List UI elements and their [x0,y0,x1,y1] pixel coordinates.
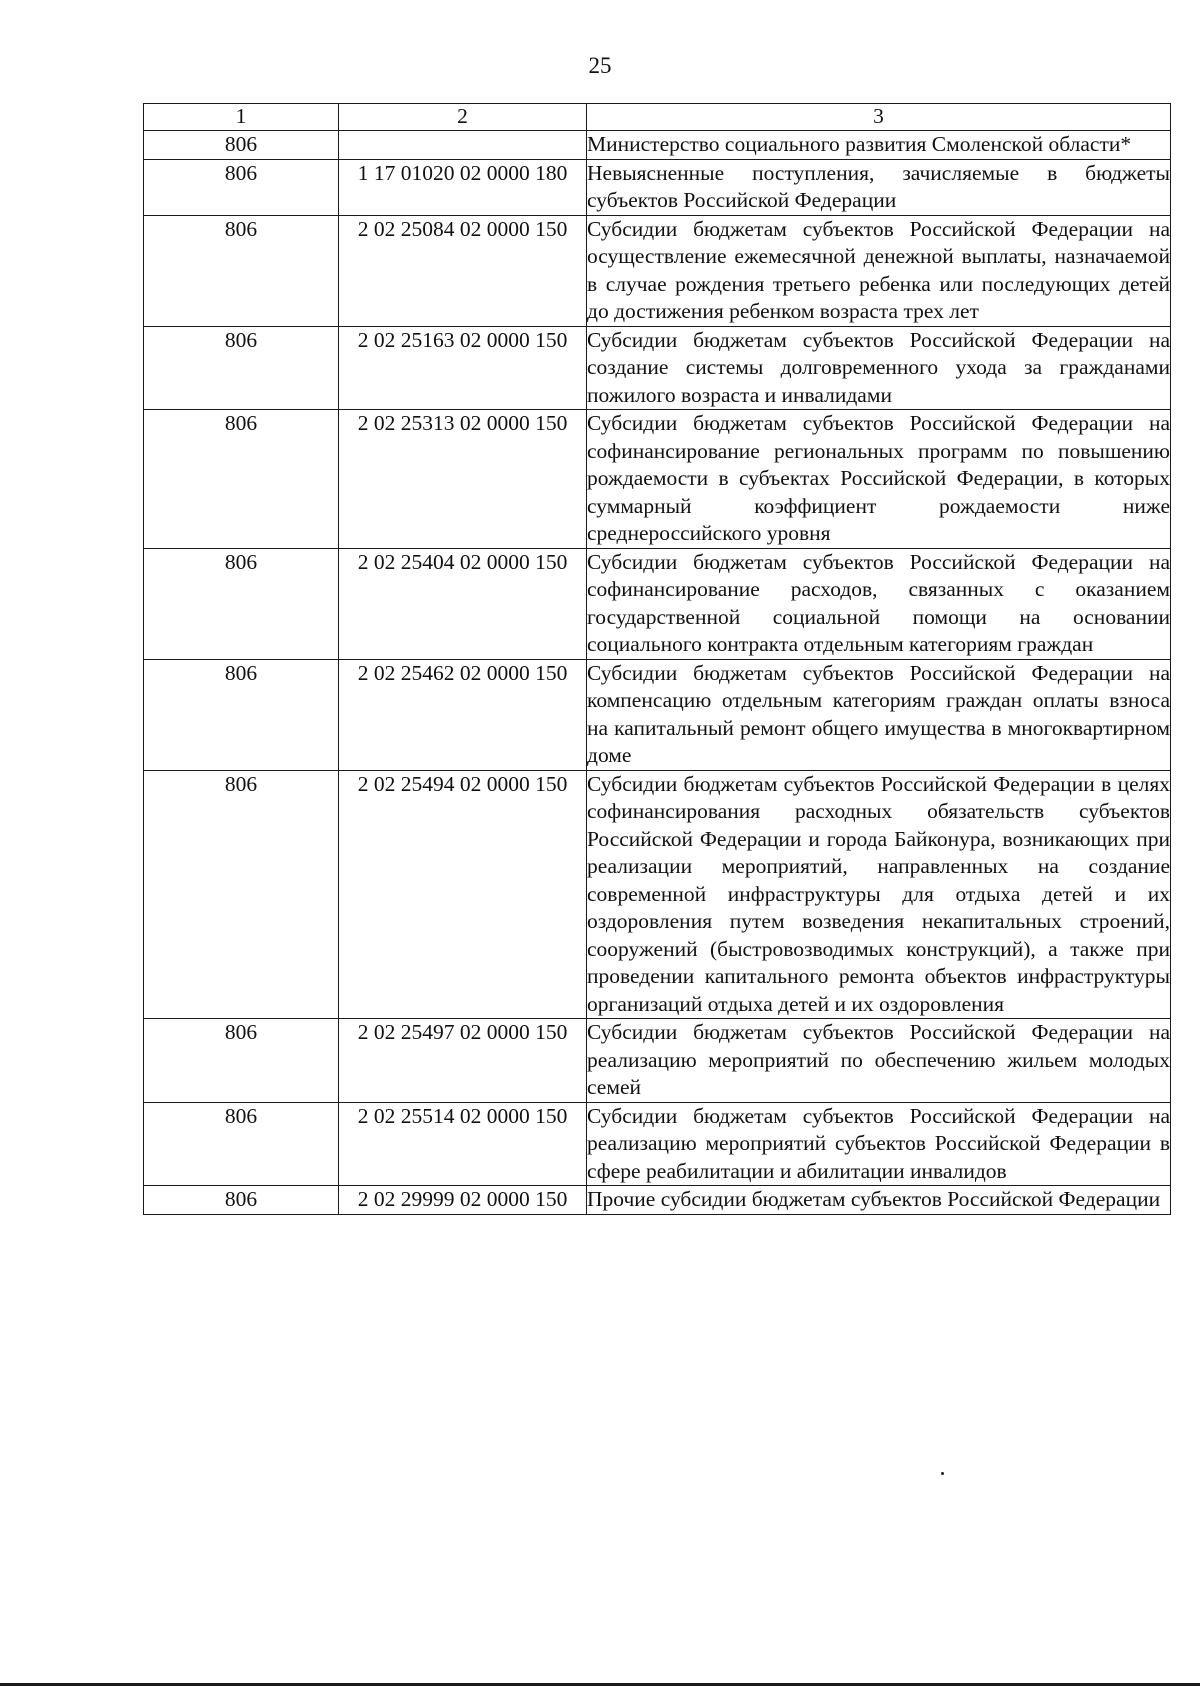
admin-code-cell: 806 [144,1019,339,1103]
table-row [144,1102,1171,1186]
revenue-code-cell: 2 02 25514 02 0000 150 [339,1102,587,1186]
revenue-code-cell: 2 02 25313 02 0000 150 [339,410,587,549]
table-row [144,131,1171,160]
table-row [144,215,1171,326]
table-row [144,410,1171,549]
admin-code-cell: 806 [144,326,339,410]
admin-code-cell: 806 [144,659,339,770]
table-body [144,131,1171,1215]
budget-classification-table [143,103,1171,1215]
admin-code-cell: 806 [144,770,339,1019]
revenue-name-cell: Субсидии бюджетам субъектов Российской Федерации на софинансирование расходов, связанных с оказанием государственной социальной помощи на основании социального контракта отдельным категориям граждан [587,548,1171,659]
revenue-name-cell: Субсидии бюджетам субъектов Российской Федерации на осуществление ежемесячной денежной выплаты, назначаемой в случае рождения третьего ребенка или последующих детей до достижения ребенком возраста трех лет [587,215,1171,326]
column-header-1: 1 [144,104,339,131]
revenue-code-cell [339,131,587,160]
admin-code-cell: 806 [144,131,339,160]
revenue-name-cell: Прочие субсидии бюджетам субъектов Российской Федерации [587,1186,1171,1215]
table-row [144,659,1171,770]
table-row [144,770,1171,1019]
admin-code-cell: 806 [144,1102,339,1186]
revenue-code-cell: 2 02 25497 02 0000 150 [339,1019,587,1103]
column-header-3: 3 [587,104,1171,131]
revenue-code-cell: 2 02 25404 02 0000 150 [339,548,587,659]
table-header-row [144,104,1171,131]
revenue-name-cell: Субсидии бюджетам субъектов Российской Федерации на создание системы долговременного ухода за гражданами пожилого возраста и инвалидами [587,326,1171,410]
revenue-name-cell: Субсидии бюджетам субъектов Российской Федерации в целях софинансирования расходных обязательств субъектов Российской Федерации и города Байконура, возникающих при реализации мероприятий, направленных на создание современной инфраструктуры для отдыха детей и их оздоровления путем возведения некапитальных строений, сооружений (быстровозводимых конструкций), а также при проведении капитального ремонта объектов инфраструктуры организаций отдыха детей и их оздоровления [587,770,1171,1019]
bottom-rule [0,1683,1200,1686]
revenue-name-cell: Министерство социального развития Смоленской области* [587,131,1171,160]
admin-code-cell: 806 [144,410,339,549]
table-row [144,326,1171,410]
scan-mark [941,1472,944,1475]
column-header-2: 2 [339,104,587,131]
revenue-name-cell: Субсидии бюджетам субъектов Российской Федерации на реализацию мероприятий субъектов Российской Федерации в сфере реабилитации и абилитации инвалидов [587,1102,1171,1186]
table-row [144,548,1171,659]
admin-code-cell: 806 [144,1186,339,1215]
revenue-code-cell: 2 02 25494 02 0000 150 [339,770,587,1019]
page-number: 25 [588,53,612,78]
admin-code-cell: 806 [144,159,339,215]
admin-code-cell: 806 [144,215,339,326]
revenue-code-cell: 2 02 25084 02 0000 150 [339,215,587,326]
revenue-name-cell: Субсидии бюджетам субъектов Российской Федерации на компенсацию отдельным категориям граждан оплаты взноса на капитальный ремонт общего имущества в многоквартирном доме [587,659,1171,770]
revenue-code-cell: 2 02 29999 02 0000 150 [339,1186,587,1215]
revenue-name-cell: Субсидии бюджетам субъектов Российской Федерации на софинансирование региональных программ по повышению рождаемости в субъектах Российской Федерации, в которых суммарный коэффициент рождаемости ниже среднероссийского уровня [587,410,1171,549]
revenue-name-cell: Субсидии бюджетам субъектов Российской Федерации на реализацию мероприятий по обеспечению жильем молодых семей [587,1019,1171,1103]
revenue-code-cell: 2 02 25163 02 0000 150 [339,326,587,410]
table-row [144,159,1171,215]
revenue-code-cell: 1 17 01020 02 0000 180 [339,159,587,215]
admin-code-cell: 806 [144,548,339,659]
revenue-name-cell: Невыясненные поступления, зачисляемые в бюджеты субъектов Российской Федерации [587,159,1171,215]
table-row [144,1019,1171,1103]
revenue-code-cell: 2 02 25462 02 0000 150 [339,659,587,770]
table-row [144,1186,1171,1215]
